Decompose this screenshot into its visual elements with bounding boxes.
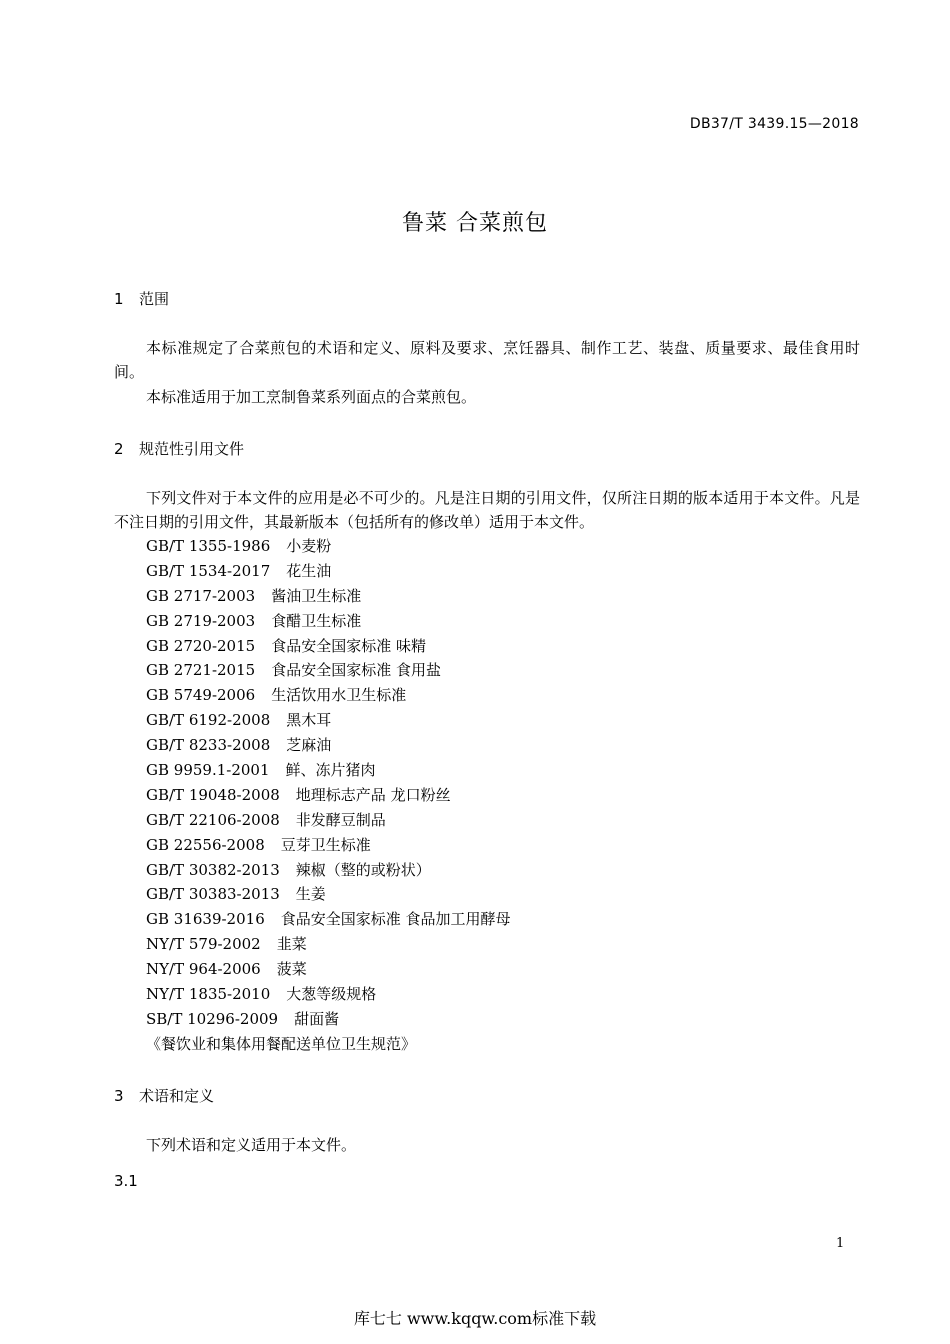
reference-name: 韭菜 xyxy=(276,935,307,954)
section-title: 规范性引用文件 xyxy=(139,440,245,458)
reference-item xyxy=(146,758,511,783)
page-number: 1 xyxy=(836,1236,845,1251)
reference-item xyxy=(146,708,511,733)
reference-name: 黑木耳 xyxy=(286,711,332,730)
reference-name: 食品安全国家标准 食用盐 xyxy=(271,661,441,680)
document-code: DB37/T 3439.15—2018 xyxy=(689,116,859,132)
reference-name: 食品安全国家标准 食品加工用酵母 xyxy=(280,910,511,929)
references-intro: 下列文件对于本文件的应用是必不可少的。凡是注日期的引用文件，仅所注日期的版本适用于本文件。凡是不注日期的引用文件，其最新版本（包括所有的修改单）适用于本文件。 xyxy=(114,489,860,531)
reference-name: 生姜 xyxy=(295,885,326,904)
reference-code: NY/T 579-2002 xyxy=(146,935,261,954)
footer-watermark: 库七七 www.kqqw.com标准下载 xyxy=(353,1309,597,1328)
reference-code: GB/T 8233-2008 xyxy=(146,736,271,755)
reference-name: 花生油 xyxy=(286,561,332,580)
reference-item xyxy=(146,808,511,833)
reference-item xyxy=(146,1007,511,1032)
reference-code: SB/T 10296-2009 xyxy=(146,1009,279,1028)
reference-item xyxy=(146,783,511,808)
reference-item xyxy=(146,957,511,982)
scope-paragraph-2: 本标准适用于加工烹制鲁菜系列面点的合菜煎包。 xyxy=(146,388,477,406)
reference-item xyxy=(146,683,511,708)
scope-paragraph-1: 本标准规定了合菜煎包的术语和定义、原料及要求、烹饪器具、制作工艺、装盘、质量要求、最佳食用时间。 xyxy=(114,339,860,381)
reference-code: GB/T 1534-2017 xyxy=(146,561,271,580)
reference-code: GB/T 30383-2013 xyxy=(146,885,280,904)
section-number: 1 xyxy=(114,290,124,308)
reference-code: GB 2719-2003 xyxy=(146,611,256,630)
reference-item xyxy=(146,882,511,907)
reference-code: GB/T 30382-2013 xyxy=(146,860,280,879)
section-number: 3 xyxy=(114,1087,124,1105)
reference-code: GB 9959.1-2001 xyxy=(146,761,270,780)
reference-code: GB 2720-2015 xyxy=(146,636,256,655)
reference-name: 《餐饮业和集体用餐配送单位卫生规范》 xyxy=(146,1034,417,1053)
section-1-heading xyxy=(114,288,169,309)
reference-name: 芝麻油 xyxy=(286,736,332,755)
reference-item xyxy=(146,858,511,883)
reference-list xyxy=(146,534,511,1057)
terms-intro: 下列术语和定义适用于本文件。 xyxy=(146,1136,357,1154)
reference-item xyxy=(146,982,511,1007)
reference-item xyxy=(146,733,511,758)
section-title: 术语和定义 xyxy=(139,1087,215,1105)
reference-code: GB 31639-2016 xyxy=(146,910,265,929)
reference-item xyxy=(146,609,511,634)
clause-number: 3.1 xyxy=(114,1172,138,1190)
reference-item xyxy=(146,833,511,858)
reference-code: GB 22556-2008 xyxy=(146,835,265,854)
reference-name: 食品安全国家标准 味精 xyxy=(271,636,426,655)
reference-name: 菠菜 xyxy=(276,960,307,979)
reference-item xyxy=(146,1032,511,1057)
reference-code: GB 5749-2006 xyxy=(146,686,256,705)
reference-code: GB 2717-2003 xyxy=(146,586,256,605)
reference-code: GB/T 22106-2008 xyxy=(146,810,280,829)
section-2-heading xyxy=(114,438,244,459)
reference-code: NY/T 964-2006 xyxy=(146,960,261,979)
reference-name: 非发酵豆制品 xyxy=(295,810,386,829)
reference-item xyxy=(146,634,511,659)
reference-item xyxy=(146,559,511,584)
section-number: 2 xyxy=(114,440,124,458)
reference-name: 小麦粉 xyxy=(286,537,332,555)
page-title: 鲁菜 合菜煎包 xyxy=(402,211,548,236)
reference-item xyxy=(146,932,511,957)
reference-name: 豆芽卫生标准 xyxy=(280,835,371,854)
reference-name: 酱油卫生标准 xyxy=(271,586,362,605)
reference-item xyxy=(146,658,511,683)
reference-name: 地理标志产品 龙口粉丝 xyxy=(295,785,451,804)
reference-code: NY/T 1835-2010 xyxy=(146,985,271,1004)
section-title: 范围 xyxy=(139,290,170,308)
reference-name: 食醋卫生标准 xyxy=(271,611,362,630)
reference-code: GB 2721-2015 xyxy=(146,661,256,680)
reference-name: 甜面酱 xyxy=(294,1009,340,1028)
section-3-heading xyxy=(114,1085,214,1106)
reference-item xyxy=(146,907,511,932)
reference-item xyxy=(146,534,511,559)
reference-code: GB/T 1355-1986 xyxy=(146,537,271,555)
reference-name: 生活饮用水卫生标准 xyxy=(271,686,407,705)
reference-name: 大葱等级规格 xyxy=(286,985,377,1004)
reference-code: GB/T 6192-2008 xyxy=(146,711,271,730)
reference-name: 辣椒（整的或粉状） xyxy=(295,860,431,879)
reference-code: GB/T 19048-2008 xyxy=(146,785,280,804)
reference-item xyxy=(146,584,511,609)
reference-name: 鲜、冻片猪肉 xyxy=(285,761,376,780)
